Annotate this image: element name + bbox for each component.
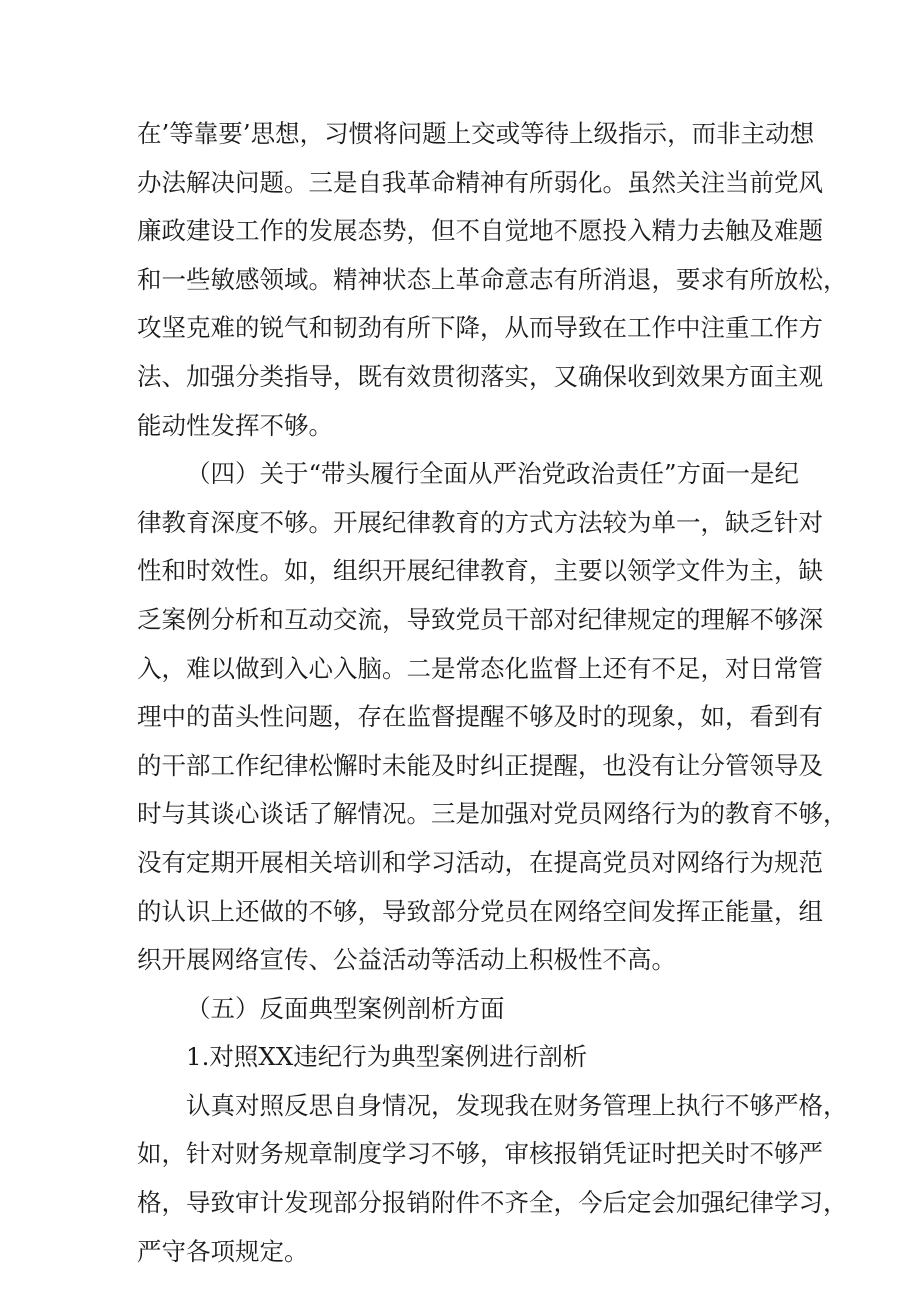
text-line: 廉政建设工作的发展态势，但不自觉地不愿投入精力去触及难题 — [137, 216, 823, 246]
text-line: 在’等靠要’思想，习惯将问题上交或等待上级指示，而非主动想 — [137, 119, 815, 148]
text-line: 时与其谈心谈话了解情况。三是加强对党员网络行为的教育不够， — [137, 799, 848, 829]
text-line: 织开展网络宣传、公益活动等活动上积极性不高。 — [137, 945, 676, 975]
text-line: 乏案例分析和互动交流，导致党员干部对纪律规定的理解不够深 — [137, 604, 823, 634]
text-line: 没有定期开展相关培训和学习活动，在提高党员对网络行为规范 — [137, 847, 823, 877]
section-heading-four: （四）关于“带头履行全面从严治党政治责任”方面一是纪 — [186, 459, 800, 489]
text-line: 格，导致审计发现部分报销附件不齐全，今后定会加强纪律学习， — [137, 1188, 848, 1218]
subsection-heading: 1.对照XX违纪行为典型案例进行剖析 — [186, 1042, 588, 1072]
section-heading-five: （五）反面典型案例剖析方面 — [186, 993, 505, 1023]
text-line: 和一些敏感领域。精神状态上革命意志有所消退，要求有所放松， — [137, 264, 848, 294]
text-line: 律教育深度不够。开展纪律教育的方式方法较为单一，缺乏针对 — [137, 507, 823, 537]
text-line: 法、加强分类指导，既有效贯彻落实，又确保收到效果方面主观 — [137, 361, 823, 391]
text-line: 性和时效性。如，组织开展纪律教育，主要以领学文件为主，缺 — [137, 556, 823, 586]
text-line: 严守各项规定。 — [137, 1236, 309, 1266]
text-line: 的干部工作纪律松懈时未能及时纠正提醒，也没有让分管领导及 — [137, 750, 823, 780]
text-line: 如，针对财务规章制度学习不够，审核报销凭证时把关时不够严 — [137, 1139, 823, 1169]
text-line: 认真对照反思自身情况，发现我在财务管理上执行不够严格， — [186, 1090, 848, 1120]
text-line: 攻坚克难的锐气和韧劲有所下降，从而导致在工作中注重工作方 — [137, 313, 823, 343]
text-line: 能动性发挥不够。 — [137, 410, 333, 440]
text-line: 办法解决问题。三是自我革命精神有所弱化。虽然关注当前党风 — [137, 167, 823, 197]
document-body — [137, 110, 848, 1276]
text-line: 入，难以做到入心入脑。二是常态化监督上还有不足，对日常管 — [137, 653, 823, 683]
text-line: 的认识上还做的不够，导致部分党员在网络空间发挥正能量，组 — [137, 896, 823, 926]
text-line: 理中的苗头性问题，存在监督提醒不够及时的现象，如，看到有 — [137, 702, 823, 732]
